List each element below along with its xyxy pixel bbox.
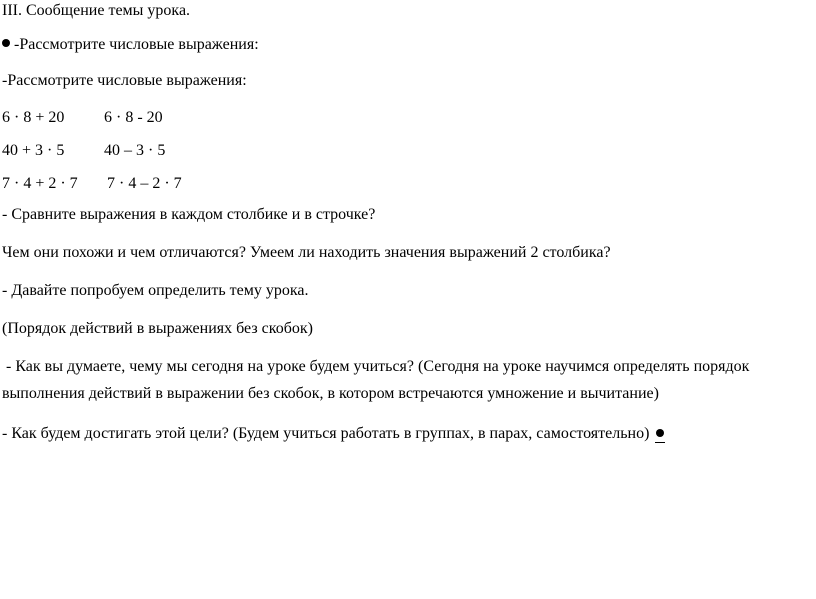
expression-col2: 7 · 4 – 2 · 7	[107, 175, 182, 192]
topic-answer: (Порядок действий в выражениях без скобок)	[2, 320, 313, 337]
expression-col1: 40 + 3 · 5	[2, 142, 65, 159]
bullet-line-text: -Рассмотрите числовые выражения:	[14, 36, 259, 53]
expression-row	[2, 175, 182, 193]
expression-col1: 6 · 8 + 20	[2, 109, 65, 126]
bullet-icon	[2, 39, 10, 47]
intro-line: -Рассмотрите числовые выражения:	[2, 72, 247, 89]
bullet-end-icon	[655, 425, 665, 443]
question-learn-line2: выполнения действий в выражении без скобок, в котором встречаются умножение и вычитание)	[2, 385, 659, 402]
question-goal	[2, 425, 665, 443]
question-learn-line1: - Как вы думаете, чему мы сегодня на уроке будем учиться? (Сегодня на уроке научимся определять порядок	[2, 358, 750, 375]
expression-row	[2, 142, 166, 160]
expression-col1: 7 · 4 + 2 · 7	[2, 175, 78, 192]
question-goal-text: - Как будем достигать этой цели? (Будем учиться работать в группах, в парах, самостоятельно)	[2, 425, 650, 442]
question-similar: Чем они похожи и чем отличаются? Умеем ли находить значения выражений 2 столбика?	[2, 244, 611, 261]
question-topic: - Давайте попробуем определить тему урока.	[2, 282, 309, 299]
expression-row	[2, 109, 163, 127]
bullet-line	[2, 36, 259, 54]
question-compare: - Сравните выражения в каждом столбике и в строчке?	[2, 206, 376, 223]
expression-col2: 40 – 3 · 5	[104, 142, 166, 159]
expression-col2: 6 · 8 - 20	[104, 109, 163, 126]
section-title: III. Сообщение темы урока.	[2, 2, 191, 19]
